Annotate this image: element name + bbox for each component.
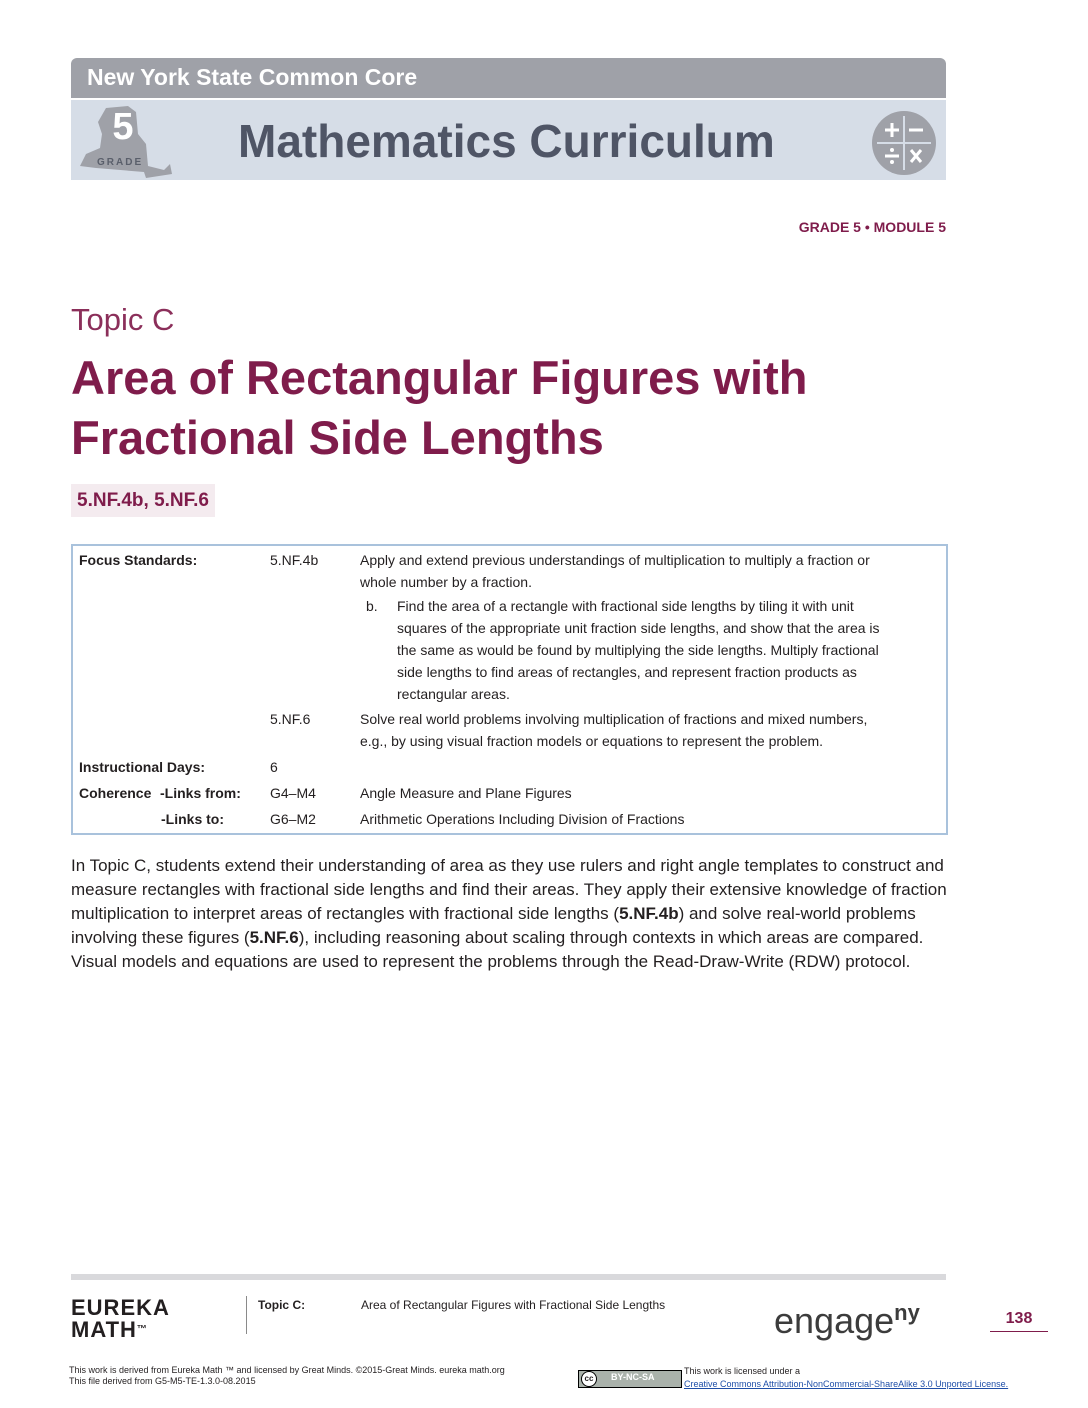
eureka-logo-line1: EUREKA bbox=[71, 1295, 170, 1320]
standard-code-2: 5.NF.6 bbox=[270, 711, 311, 727]
intro-text-1: In Topic C, students extend their understanding of area as they use rulers and right angle templates to construct and measure rectangles with fractional side lengths and find their areas. They apply their extensive knowledge of fraction multiplication to interpret areas of rectangles with fractional side lengths ( bbox=[71, 856, 947, 923]
license-text: This work is licensed under a bbox=[684, 1366, 801, 1376]
page-number-underline bbox=[990, 1331, 1048, 1332]
intro-standard-1: 5.NF.4b bbox=[619, 904, 679, 923]
grade-number: 5 bbox=[112, 106, 134, 148]
math-operations-icon bbox=[871, 110, 937, 176]
legal-text-1: This work is derived from Eureka Math ™ and licensed by Great Minds. ©2015-Great Minds. eureka math.org bbox=[69, 1365, 505, 1375]
grade-module-label: GRADE 5 • MODULE 5 bbox=[798, 219, 946, 235]
legal-text-2: This file derived from G5-M5-TE-1.3.0-08.2015 bbox=[69, 1376, 256, 1386]
sub-standard-line: Find the area of a rectangle with fractional side lengths by tiling it with unit bbox=[397, 598, 854, 614]
engageny-logo bbox=[774, 1300, 920, 1342]
license-link[interactable]: Creative Commons Attribution-NonCommercial-ShareAlike 3.0 Unported License. bbox=[684, 1379, 1009, 1389]
sub-standard-marker: b. bbox=[366, 598, 378, 614]
page-number: 138 bbox=[1005, 1310, 1033, 1327]
standard-text-1a: Apply and extend previous understandings of multiplication to multiply a fraction or bbox=[360, 552, 870, 568]
eureka-logo-line2: MATH bbox=[71, 1317, 137, 1342]
footer-divider bbox=[246, 1296, 247, 1334]
cc-icon: cc bbox=[581, 1371, 597, 1387]
standard-text-1b: whole number by a fraction. bbox=[360, 574, 532, 590]
intro-paragraph bbox=[71, 854, 947, 974]
standards-tag: 5.NF.4b, 5.NF.6 bbox=[71, 484, 215, 517]
topic-title: Area of Rectangular Figures with Fractional Side Lengths bbox=[71, 351, 808, 464]
links-from-label: -Links from: bbox=[160, 785, 241, 801]
sub-standard-line: rectangular areas. bbox=[397, 686, 510, 702]
eureka-logo-tm: ™ bbox=[136, 1324, 148, 1335]
footer-rule bbox=[71, 1274, 946, 1280]
footer-topic-label: Topic C: bbox=[258, 1298, 306, 1312]
cc-badge-text: BY-NC-SA bbox=[611, 1372, 655, 1382]
links-to-label: -Links to: bbox=[161, 811, 224, 827]
instructional-days-value: 6 bbox=[270, 759, 278, 775]
engage-logo-ny: ny bbox=[894, 1300, 920, 1325]
engage-logo-text: engage bbox=[774, 1300, 895, 1341]
focus-standards-label: Focus Standards: bbox=[79, 552, 198, 568]
topic-label: Topic C bbox=[71, 302, 175, 337]
standard-code-1: 5.NF.4b bbox=[270, 552, 319, 568]
sub-standard-line: side lengths to find areas of rectangles, and represent fraction products as bbox=[397, 664, 857, 680]
intro-text-2: ) and solve real-world problems involving these figures ( bbox=[71, 904, 916, 947]
links-from-text: Angle Measure and Plane Figures bbox=[360, 785, 572, 801]
standard-text-2b: e.g., by using visual fraction models or equations to represent the problem. bbox=[360, 733, 824, 749]
curriculum-title: Mathematics Curriculum bbox=[238, 115, 775, 167]
links-to-code: G6–M2 bbox=[270, 811, 316, 827]
links-from-code: G4–M4 bbox=[270, 785, 316, 801]
grade-word: GRADE bbox=[97, 157, 144, 168]
coherence-label: Coherence bbox=[79, 785, 152, 801]
banner-title: New York State Common Core bbox=[87, 64, 418, 90]
instructional-days-label: Instructional Days: bbox=[79, 759, 206, 775]
sub-standard-line: squares of the appropriate unit fraction side lengths, and show that the area is bbox=[397, 620, 880, 636]
intro-standard-2: 5.NF.6 bbox=[249, 928, 299, 947]
intro-text-3: ), including reasoning about scaling through contexts in which areas are compared. Visual models and equations are used to represent the problems through the Read-Draw-Write (RDW) protocol. bbox=[71, 928, 924, 971]
standard-text-2a: Solve real world problems involving multiplication of fractions and mixed numbers, bbox=[360, 711, 868, 727]
links-to-text: Arithmetic Operations Including Division of Fractions bbox=[360, 811, 685, 827]
sub-standard-line: the same as would be found by multiplying the side lengths. Multiply fractional bbox=[397, 642, 879, 658]
eureka-math-logo bbox=[71, 1297, 170, 1341]
footer-topic-title: Area of Rectangular Figures with Fractional Side Lengths bbox=[361, 1298, 666, 1312]
